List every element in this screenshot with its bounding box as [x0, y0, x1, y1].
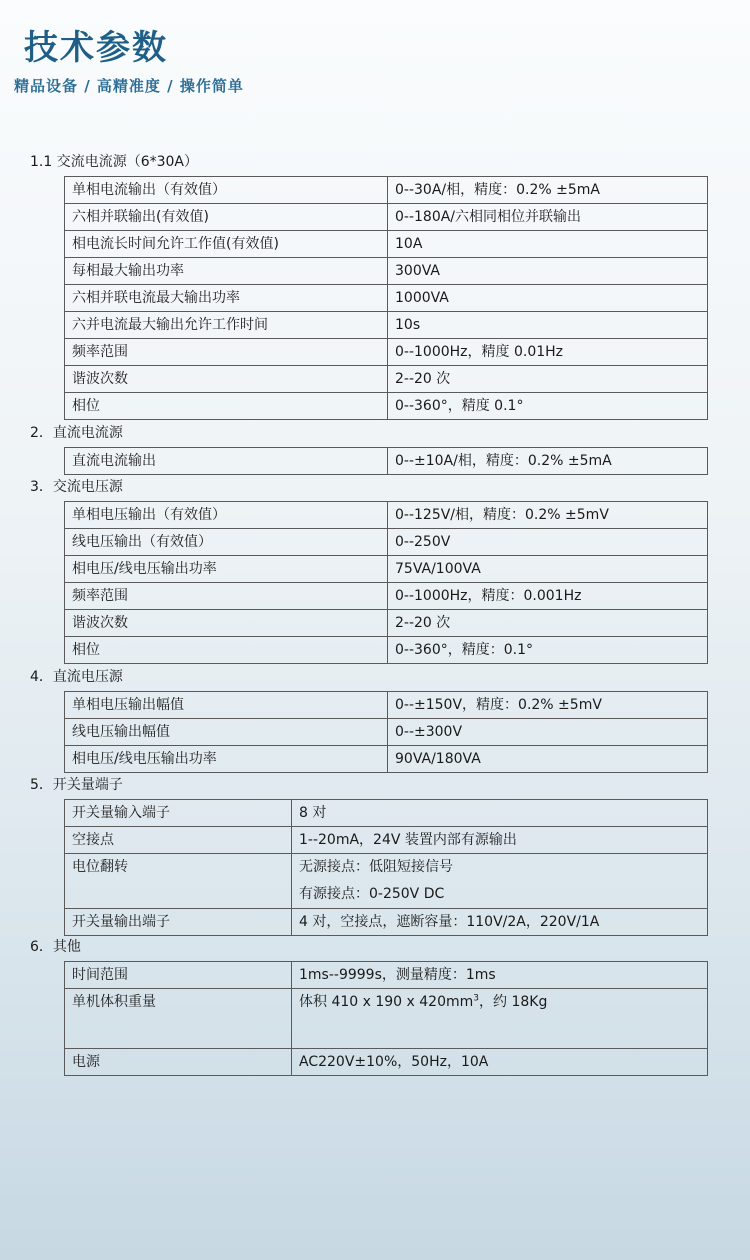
table-row: [65, 583, 708, 610]
row-value: 0--250V: [388, 529, 708, 556]
table-row: [65, 746, 708, 773]
row-value-line-1: 无源接点：低阻短接信号: [299, 859, 453, 875]
row-label: 单相电压输出（有效值）: [65, 502, 388, 529]
table-row: [65, 610, 708, 637]
row-label: 开关量输入端子: [65, 800, 292, 827]
spec-table-switch-terminals: [64, 799, 708, 936]
row-label: 谐波次数: [65, 366, 388, 393]
table-row: [65, 177, 708, 204]
table-row: [65, 529, 708, 556]
row-label: 单机体积重量: [65, 989, 292, 1049]
spec-table-dc-current: [64, 447, 708, 475]
table-row: [65, 204, 708, 231]
table-row: [65, 989, 708, 1049]
section-title-ac-current: 1.1 交流电流源（6*30A）: [30, 154, 199, 170]
table-row: [65, 719, 708, 746]
table-row: [65, 285, 708, 312]
table-row: [65, 854, 708, 909]
row-label: 单相电流输出（有效值）: [65, 177, 388, 204]
table-row: [65, 962, 708, 989]
row-label: 电位翻转: [65, 854, 292, 909]
row-label: 直流电流输出: [65, 448, 388, 475]
page-title: 技术参数: [24, 28, 168, 68]
section-title-dc-voltage: 4．直流电压源: [30, 669, 123, 685]
row-value: 2--20 次: [388, 610, 708, 637]
table-row: [65, 393, 708, 420]
row-value: 0--360°，精度 0.1°: [388, 393, 708, 420]
row-label: 相电压/线电压输出功率: [65, 556, 388, 583]
row-label: 开关量输出端子: [65, 909, 292, 936]
row-value: 0--1000Hz，精度 0.01Hz: [388, 339, 708, 366]
row-value: 4 对，空接点，遮断容量：110V/2A，220V/1A: [292, 909, 708, 936]
row-value: 2--20 次: [388, 366, 708, 393]
section-title-switch-terminals: 5．开关量端子: [30, 777, 123, 793]
row-value-superscript: 3: [473, 993, 479, 1004]
spec-table-dc-voltage: [64, 691, 708, 773]
table-row: [65, 258, 708, 285]
row-value-suffix: ，约 18Kg: [479, 994, 548, 1010]
row-value: 0--1000Hz，精度：0.001Hz: [388, 583, 708, 610]
table-row: [65, 800, 708, 827]
row-value-main: 体积 410 x 190 x 420mm: [299, 994, 474, 1010]
row-value: 0--30A/相，精度：0.2% ±5mA: [388, 177, 708, 204]
table-row: [65, 637, 708, 664]
table-row: [65, 231, 708, 258]
row-label: 空接点: [65, 827, 292, 854]
row-value: 75VA/100VA: [388, 556, 708, 583]
table-row: [65, 312, 708, 339]
row-label: 单相电压输出幅值: [65, 692, 388, 719]
row-value: [292, 854, 708, 909]
row-value: 8 对: [292, 800, 708, 827]
table-row: [65, 366, 708, 393]
table-row: [65, 556, 708, 583]
row-value-line-2: 有源接点：0-250V DC: [299, 886, 445, 902]
row-label: 谐波次数: [65, 610, 388, 637]
row-label: 六相并联输出(有效值): [65, 204, 388, 231]
row-label: 每相最大输出功率: [65, 258, 388, 285]
row-label: 时间范围: [65, 962, 292, 989]
page-subtitle: 精品设备 / 高精准度 / 操作简单: [14, 77, 244, 95]
row-value: 0--360°，精度：0.1°: [388, 637, 708, 664]
row-value: 1--20mA，24V 装置内部有源输出: [292, 827, 708, 854]
row-value: 1ms--9999s，测量精度：1ms: [292, 962, 708, 989]
row-label: 相位: [65, 393, 388, 420]
row-value: 0--±300V: [388, 719, 708, 746]
row-value: 1000VA: [388, 285, 708, 312]
row-value: 10s: [388, 312, 708, 339]
row-label: 相电压/线电压输出功率: [65, 746, 388, 773]
spec-table-other: [64, 961, 708, 1076]
row-label: 电源: [65, 1049, 292, 1076]
table-row: [65, 502, 708, 529]
row-value: 0--125V/相，精度：0.2% ±5mV: [388, 502, 708, 529]
row-label: 相电流长时间允许工作值(有效值): [65, 231, 388, 258]
section-title-other: 6．其他: [30, 939, 81, 955]
table-row: [65, 909, 708, 936]
row-label: 六相并联电流最大输出功率: [65, 285, 388, 312]
row-label: 相位: [65, 637, 388, 664]
row-value: 10A: [388, 231, 708, 258]
table-row: [65, 448, 708, 475]
row-value: 90VA/180VA: [388, 746, 708, 773]
row-label: 频率范围: [65, 339, 388, 366]
spec-table-ac-voltage: [64, 501, 708, 664]
row-value: 0--180A/六相同相位并联输出: [388, 204, 708, 231]
row-label: 线电压输出（有效值）: [65, 529, 388, 556]
table-row: [65, 827, 708, 854]
row-value: AC220V±10%，50Hz，10A: [292, 1049, 708, 1076]
table-row: [65, 692, 708, 719]
row-label: 六并电流最大输出允许工作时间: [65, 312, 388, 339]
row-value: 0--±10A/相，精度：0.2% ±5mA: [388, 448, 708, 475]
spec-table-ac-current: [64, 176, 708, 420]
section-title-ac-voltage: 3．交流电压源: [30, 479, 123, 495]
table-row: [65, 1049, 708, 1076]
row-value: [292, 989, 708, 1049]
row-label: 线电压输出幅值: [65, 719, 388, 746]
row-value: 300VA: [388, 258, 708, 285]
section-title-dc-current: 2．直流电流源: [30, 425, 123, 441]
row-label: 频率范围: [65, 583, 388, 610]
table-row: [65, 339, 708, 366]
row-value: 0--±150V，精度：0.2% ±5mV: [388, 692, 708, 719]
